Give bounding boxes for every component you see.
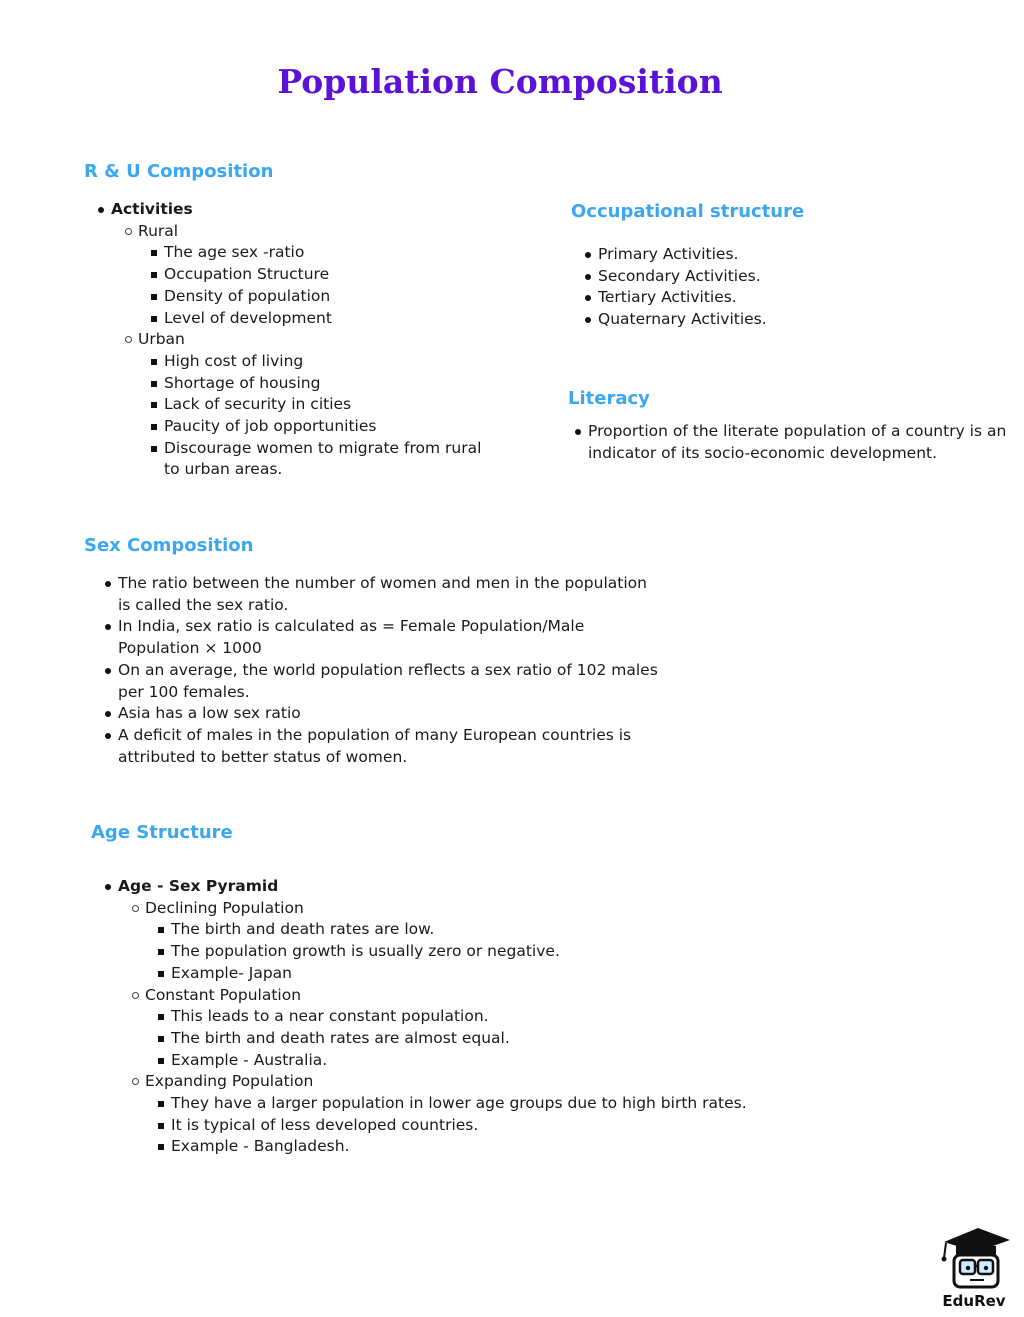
list-item: Proportion of the literate population of a country is an indicator of its socio-economic development. [574,421,1014,464]
occupational-heading: Occupational structure [571,201,805,222]
urban-label: Urban [138,330,185,349]
page-title: Population Composition [277,62,723,101]
list-item: Example - Bangladesh. [157,1136,804,1158]
list-item: The ratio between the number of women and men in the population is called the sex ratio. [104,573,664,616]
list-item: In India, sex ratio is calculated as = Female Population/Male Population × 1000 [104,616,664,659]
list-item [131,985,804,1072]
list-item: Asia has a low sex ratio [104,703,664,725]
list-item [131,1071,804,1158]
list-item: On an average, the world population reflects a sex ratio of 102 males per 100 females. [104,660,664,703]
list-item: Occupation Structure [150,264,517,286]
list-item: This leads to a near constant population. [157,1006,804,1028]
list-item: Discourage women to migrate from rural to urban areas. [150,438,495,481]
list-item: The age sex -ratio [150,242,517,264]
list-item [97,199,517,481]
list-item [124,221,517,330]
activities-label: Activities [111,200,193,218]
list-item: Density of population [150,286,517,308]
list-item: The birth and death rates are almost equal. [157,1028,804,1050]
edurev-logo [932,1222,1016,1312]
list-item: Lack of security in cities [150,394,495,416]
list-item [124,329,517,481]
list-item: Example - Australia. [157,1050,804,1072]
pyramid-label: Age - Sex Pyramid [118,877,279,895]
list-item: Primary Activities. [584,244,984,266]
ru-list [97,199,517,481]
sex-list [104,573,664,768]
occupational-list [584,244,984,331]
list-item: A deficit of males in the population of many European countries is attributed to better status of women. [104,725,664,768]
list-item: Tertiary Activities. [584,287,984,309]
literacy-heading: Literacy [568,388,650,409]
list-item: It is typical of less developed countries. [157,1115,804,1137]
list-item: Level of development [150,308,517,330]
age-list [104,876,804,1158]
list-item: Secondary Activities. [584,266,984,288]
constant-label: Constant Population [145,985,302,1004]
list-item: Example- Japan [157,963,804,985]
list-item [131,898,804,985]
logo-text: EduRev [942,1292,1006,1310]
declining-label: Declining Population [145,898,304,917]
list-item: The population growth is usually zero or negative. [157,941,804,963]
list-item: Quaternary Activities. [584,309,984,331]
expanding-label: Expanding Population [145,1072,314,1091]
graduation-cap-icon [932,1222,1016,1292]
sex-heading: Sex Composition [84,535,254,556]
literacy-list [574,421,1014,464]
ru-heading: R & U Composition [84,161,274,182]
rural-label: Rural [138,221,179,240]
list-item: Shortage of housing [150,373,495,395]
list-item [104,876,804,1158]
age-heading: Age Structure [91,822,233,843]
list-item: The birth and death rates are low. [157,919,804,941]
list-item: They have a larger population in lower age groups due to high birth rates. [157,1093,804,1115]
list-item: High cost of living [150,351,495,373]
list-item: Paucity of job opportunities [150,416,495,438]
